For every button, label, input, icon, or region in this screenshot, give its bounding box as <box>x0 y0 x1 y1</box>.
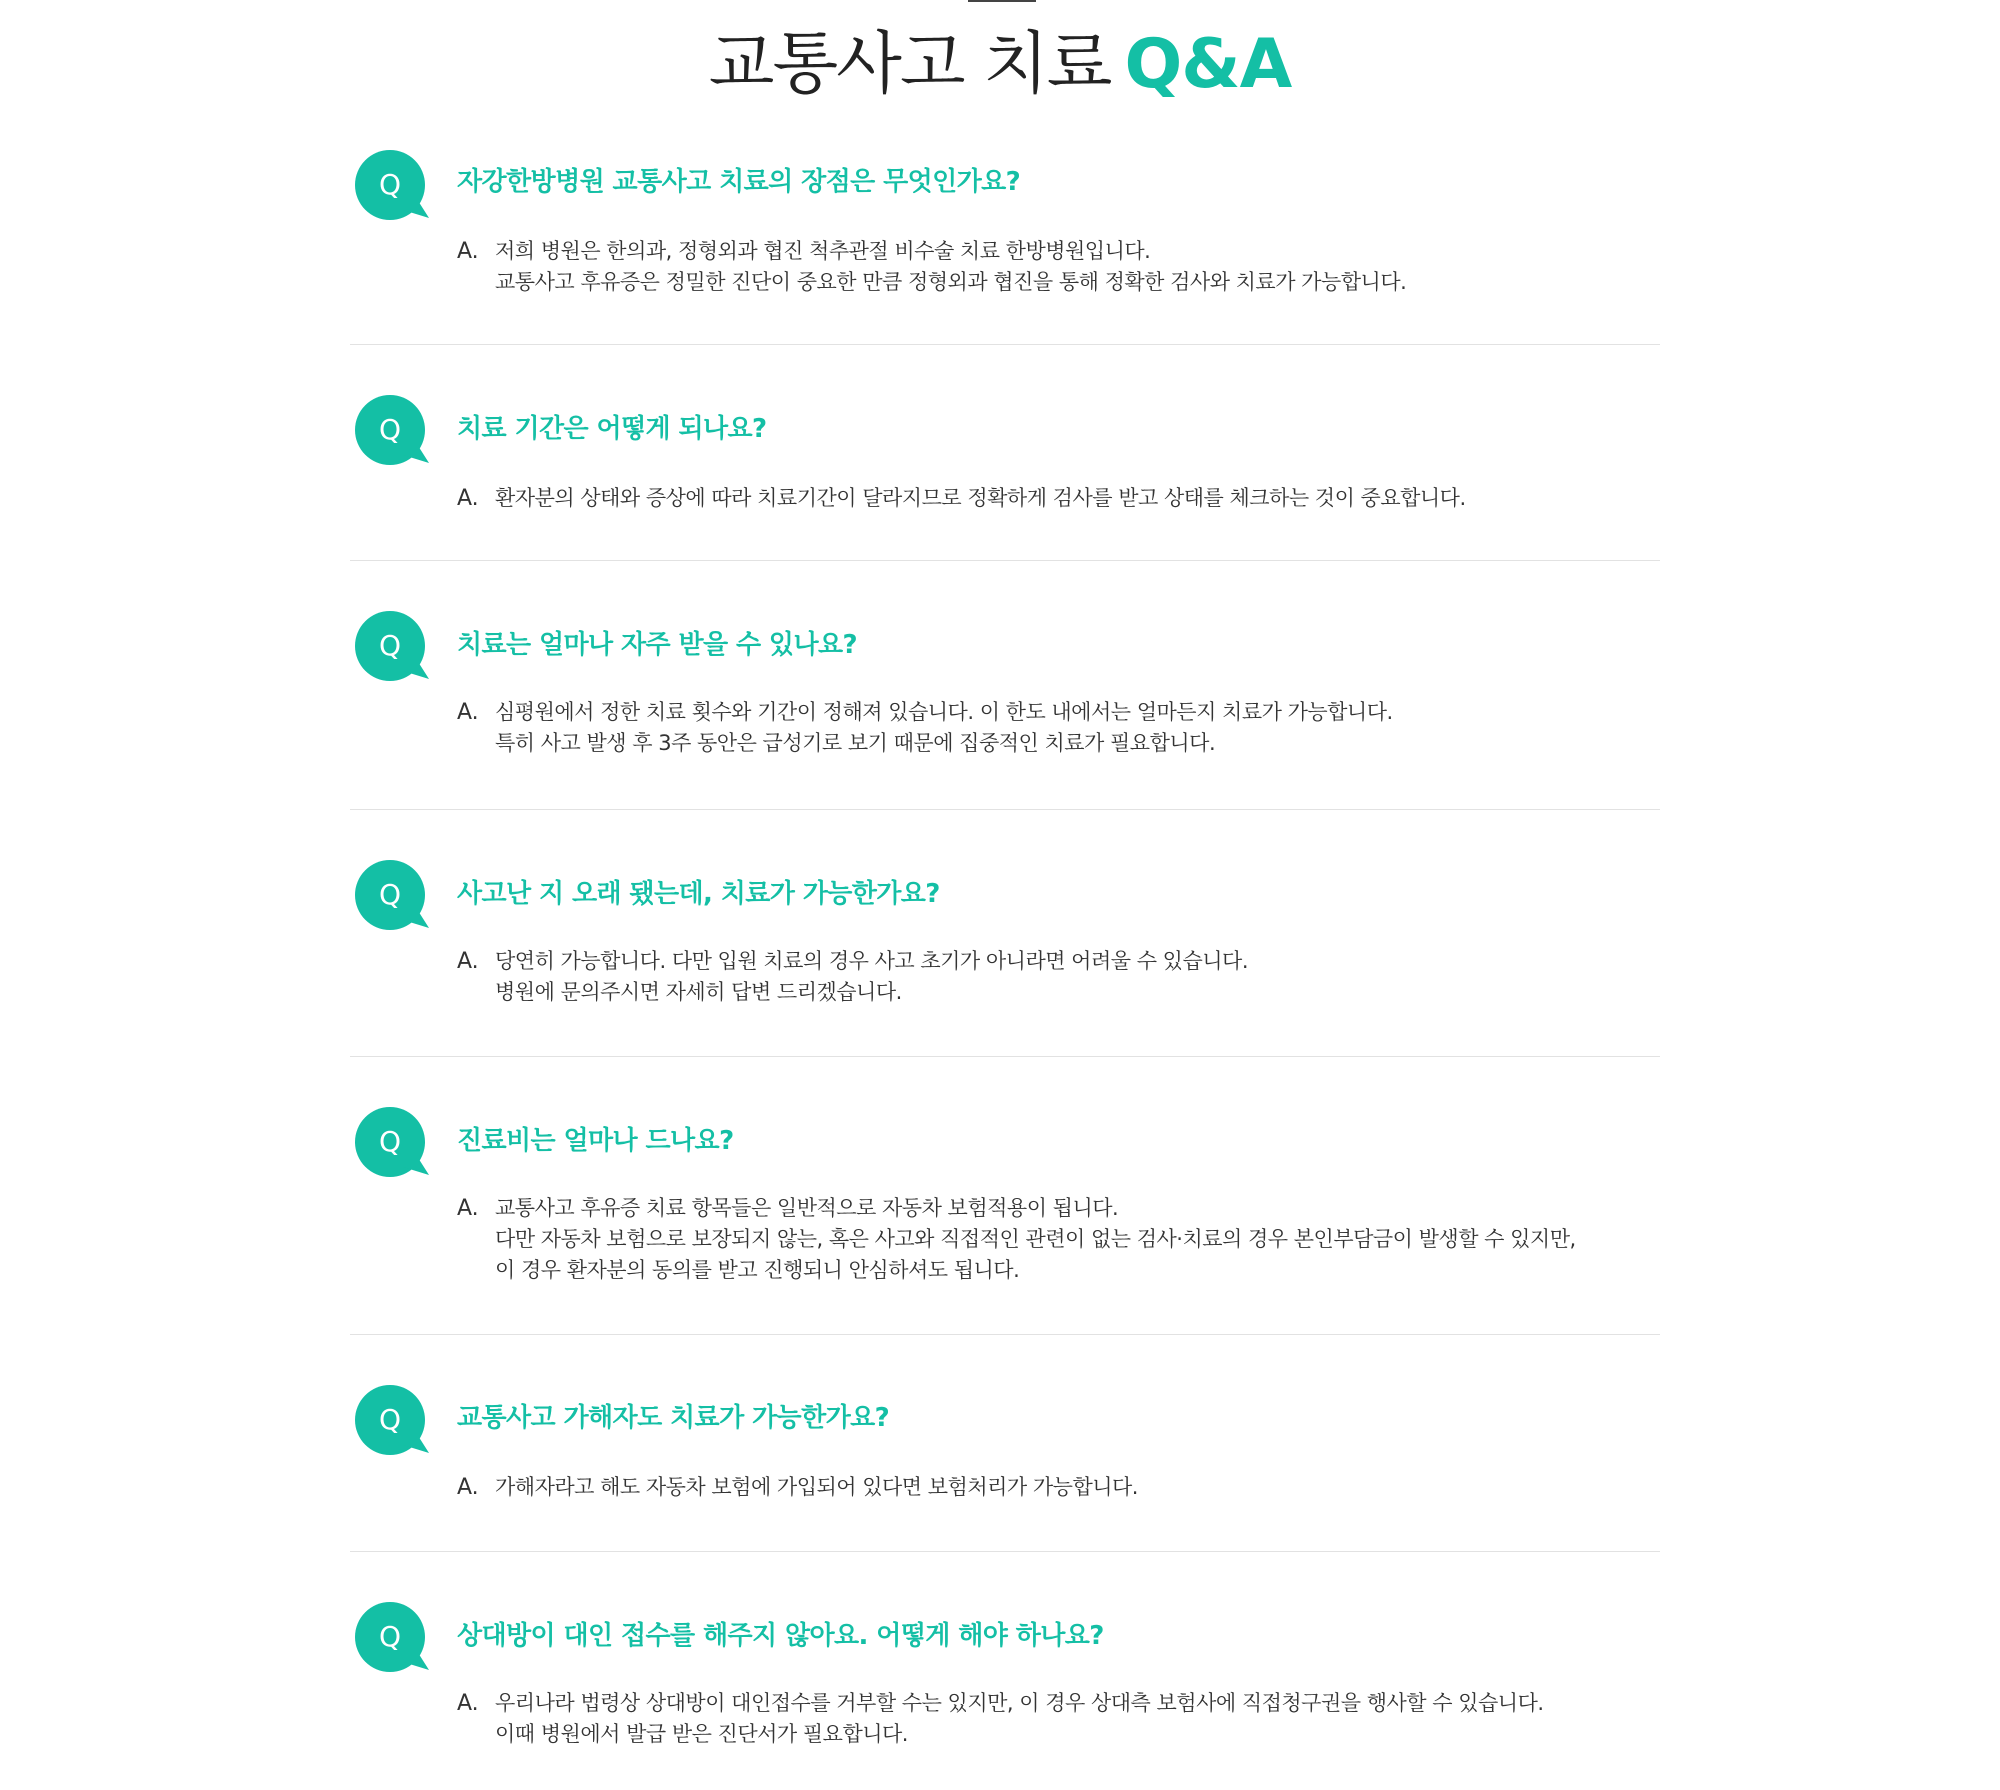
q-bubble-icon <box>355 611 431 687</box>
a-label: A. <box>457 1196 479 1221</box>
qa-item <box>350 1335 1660 1552</box>
answer-line: 교통사고 후유증은 정밀한 진단이 중요한 만큼 정형외과 협진을 통해 정확한 검사와 치료가 가능합니다. <box>495 270 1407 294</box>
q-bubble-icon <box>355 1385 431 1461</box>
answer-line: 가해자라고 해도 자동차 보험에 가입되어 있다면 보험처리가 가능합니다. <box>495 1475 1138 1499</box>
q-label: Q <box>378 878 402 911</box>
question-text: 자강한방병원 교통사고 치료의 장점은 무엇인가요? <box>457 167 1021 197</box>
a-label: A. <box>457 949 479 974</box>
question-text: 치료는 얼마나 자주 받을 수 있나요? <box>457 630 857 660</box>
a-label: A. <box>457 1475 479 1500</box>
a-label: A. <box>457 1691 479 1716</box>
qa-item <box>350 1552 1660 1790</box>
answer-line: 환자분의 상태와 증상에 따라 치료기간이 달라지므로 정확하게 검사를 받고 상태를 체크하는 것이 중요합니다. <box>495 486 1466 510</box>
question-text: 상대방이 대인 접수를 해주지 않아요. 어떻게 해야 하나요? <box>457 1621 1104 1651</box>
q-bubble-icon <box>355 150 431 226</box>
answer-line: 우리나라 법령상 상대방이 대인접수를 거부할 수는 있지만, 이 경우 상대측 보험사에 직접청구권을 행사할 수 있습니다. <box>495 1691 1544 1715</box>
question-text: 진료비는 얼마나 드나요? <box>457 1126 734 1156</box>
page-title-accent: Q&A <box>1124 25 1292 104</box>
question-text: 사고난 지 오래 됐는데, 치료가 가능한가요? <box>457 879 940 909</box>
q-label: Q <box>378 1125 402 1158</box>
q-bubble-icon <box>355 1602 431 1678</box>
qa-item <box>350 345 1660 561</box>
a-label: A. <box>457 700 479 725</box>
q-bubble-icon <box>355 1107 431 1183</box>
answer-line: 당연히 가능합니다. 다만 입원 치료의 경우 사고 초기가 아니라면 어려울 수 있습니다. <box>495 949 1248 973</box>
qa-item <box>350 1057 1660 1335</box>
q-label: Q <box>378 168 402 201</box>
qa-item <box>350 810 1660 1057</box>
qa-list <box>350 100 1660 1790</box>
answer-line: 이 경우 환자분의 동의를 받고 진행되니 안심하셔도 됩니다. <box>495 1258 1020 1282</box>
q-label: Q <box>378 413 402 446</box>
q-label: Q <box>378 1403 402 1436</box>
a-label: A. <box>457 239 479 264</box>
q-label: Q <box>378 1620 402 1653</box>
answer-line: 다만 자동차 보험으로 보장되지 않는, 혹은 사고와 직접적인 관련이 없는 검사·치료의 경우 본인부담금이 발생할 수 있지만, <box>495 1227 1576 1251</box>
page-title <box>0 20 2000 110</box>
answer-line: 교통사고 후유증 치료 항목들은 일반적으로 자동차 보험적용이 됩니다. <box>495 1196 1119 1220</box>
qa-item <box>350 100 1660 345</box>
q-label: Q <box>378 629 402 662</box>
answer-line: 병원에 문의주시면 자세히 답변 드리겠습니다. <box>495 980 902 1004</box>
a-label: A. <box>457 486 479 511</box>
answer-line: 특히 사고 발생 후 3주 동안은 급성기로 보기 때문에 집중적인 치료가 필요합니다. <box>495 731 1216 755</box>
answer-line: 저희 병원은 한의과, 정형외과 협진 척추관절 비수술 치료 한방병원입니다. <box>495 239 1151 263</box>
question-text: 치료 기간은 어떻게 되나요? <box>457 414 767 444</box>
answer-line: 이때 병원에서 발급 받은 진단서가 필요합니다. <box>495 1722 908 1746</box>
top-rule <box>968 0 1036 2</box>
qa-item <box>350 561 1660 810</box>
question-text: 교통사고 가해자도 치료가 가능한가요? <box>457 1403 890 1433</box>
page-title-main: 교통사고 치료 <box>708 25 1111 104</box>
q-bubble-icon <box>355 860 431 936</box>
answer-line: 심평원에서 정한 치료 횟수와 기간이 정해져 있습니다. 이 한도 내에서는 얼마든지 치료가 가능합니다. <box>495 700 1393 724</box>
q-bubble-icon <box>355 395 431 471</box>
